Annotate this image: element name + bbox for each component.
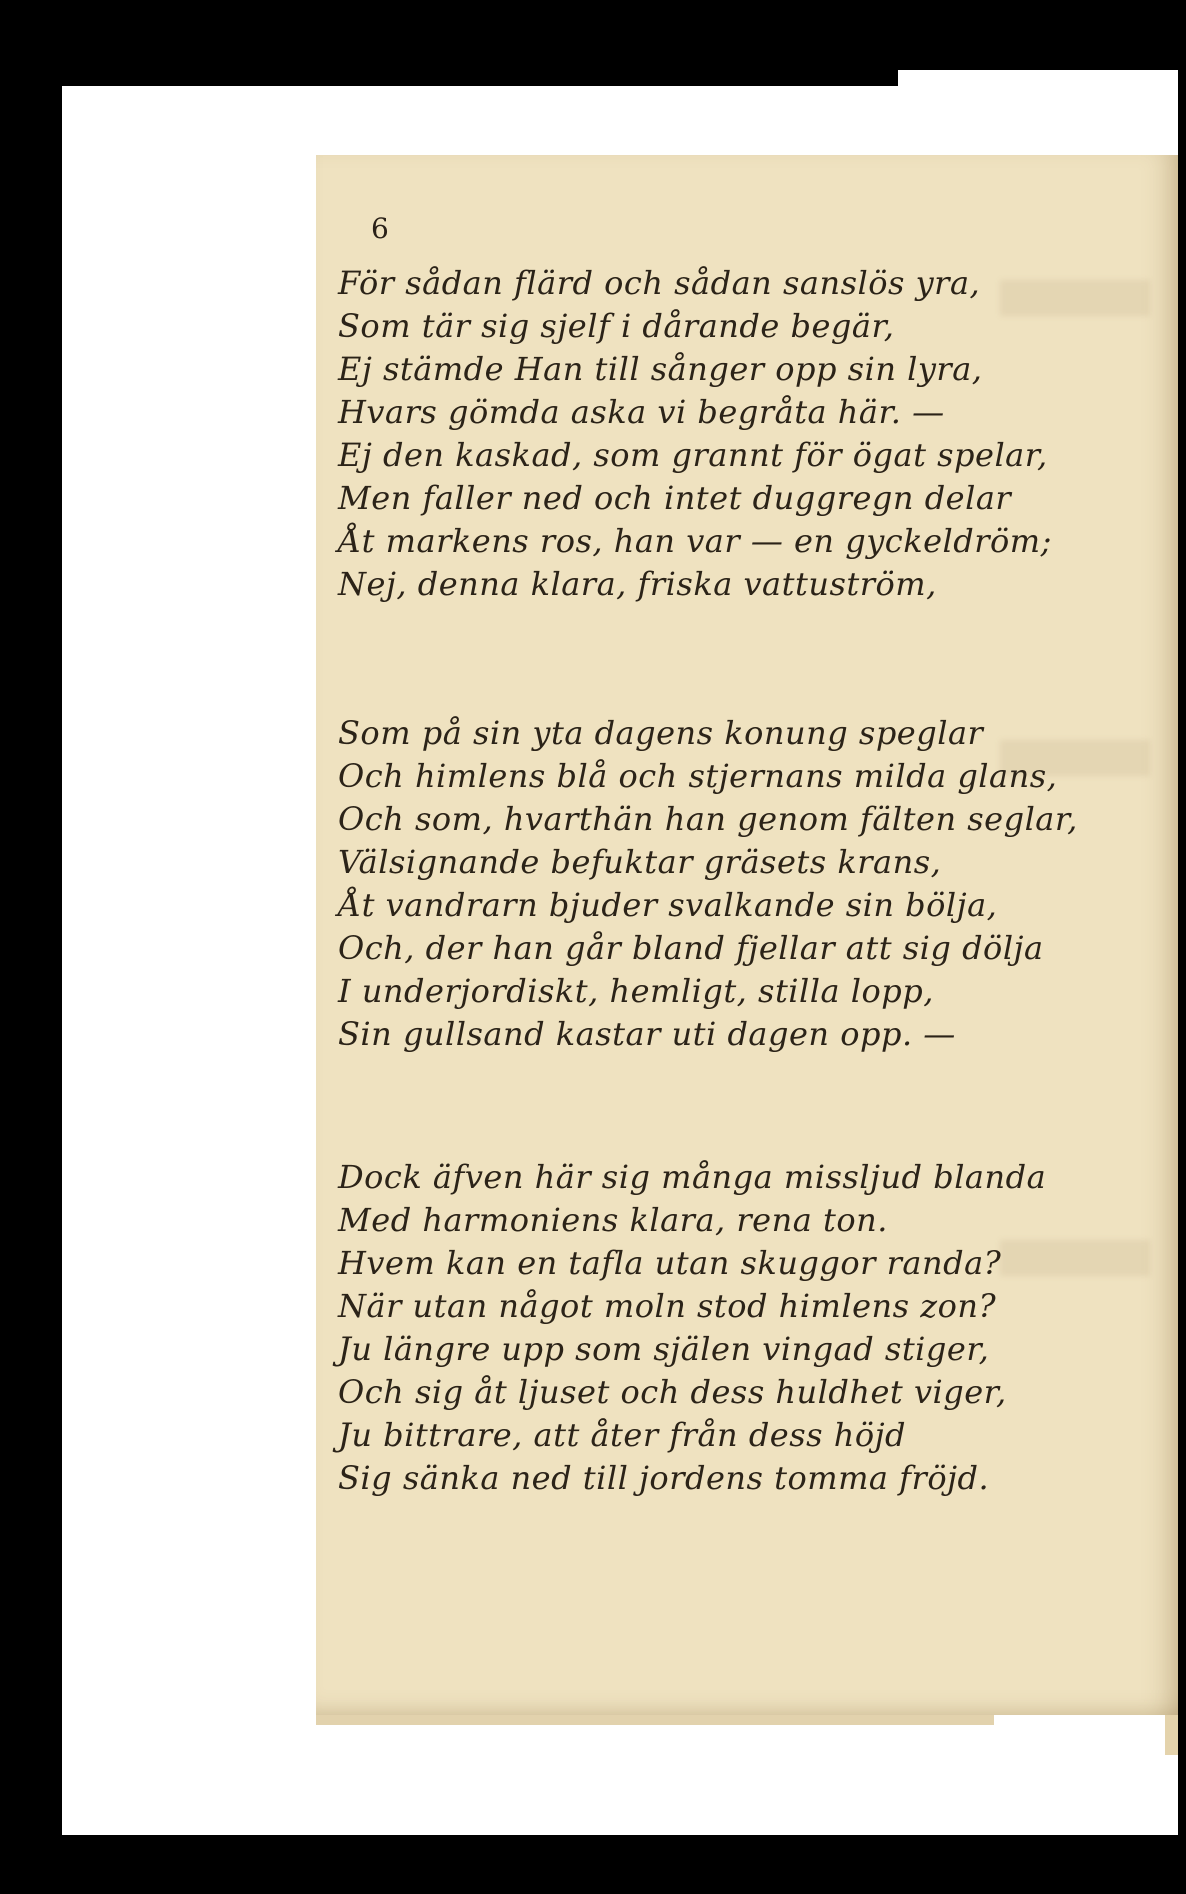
verse-line: Sin gullsand kastar uti dagen opp. — — [338, 1015, 956, 1053]
verse-line: Välsignande befuktar gräsets krans, — [338, 843, 942, 881]
verse-line: Och som, hvarthän han genom fälten seglar, — [338, 800, 1078, 838]
verse-line: Åt vandrarn bjuder svalkande sin bölja, — [338, 886, 998, 924]
verse-line: Ej den kaskad, som grannt för ögat spelar, — [338, 436, 1048, 474]
verse-line: När utan något moln stod himlens zon? — [338, 1287, 997, 1325]
verse-line: Åt markens ros, han var — en gyckeldröm; — [338, 522, 1052, 560]
verse-line: Dock äfven här sig många missljud blanda — [338, 1158, 1047, 1196]
stanza-2 — [338, 712, 1078, 1056]
verse-line: Hvem kan en tafla utan skuggor randa? — [338, 1244, 1002, 1282]
verse-line: Sig sänka ned till jordens tomma fröjd. — [338, 1459, 990, 1497]
white-backing-tab — [898, 70, 1178, 100]
stanza-3 — [338, 1156, 1046, 1500]
page-bottom-edge — [316, 1715, 994, 1725]
verse-line: Ju längre upp som själen vingad stiger, — [338, 1330, 990, 1368]
verse-line: Och, der han går bland fjellar att sig dölja — [338, 929, 1044, 967]
page-number: 6 — [371, 212, 389, 245]
verse-line: Som på sin yta dagens konung speglar — [338, 714, 984, 752]
verse-line: Men faller ned och intet duggregn delar — [338, 479, 1012, 517]
verse-line: Med harmoniens klara, rena ton. — [338, 1201, 888, 1239]
verse-line: Som tär sig sjelf i dårande begär, — [338, 307, 895, 345]
verse-line: I underjordiskt, hemligt, stilla lopp, — [338, 972, 934, 1010]
verse-line: Hvars gömda aska vi begråta här. — — [338, 393, 945, 431]
stanza-1 — [338, 262, 1052, 606]
verse-line: Och himlens blå och stjernans milda glans, — [338, 757, 1058, 795]
verse-line: Ju bittrare, att åter från dess höjd — [338, 1416, 907, 1454]
verse-line: Nej, denna klara, friska vattuström, — [338, 565, 937, 603]
verse-line: Ej stämde Han till sånger opp sin lyra, — [338, 350, 983, 388]
verse-line: Och sig åt ljuset och dess huldhet viger, — [338, 1373, 1007, 1411]
verse-line: För sådan flärd och sådan sanslös yra, — [338, 264, 981, 302]
